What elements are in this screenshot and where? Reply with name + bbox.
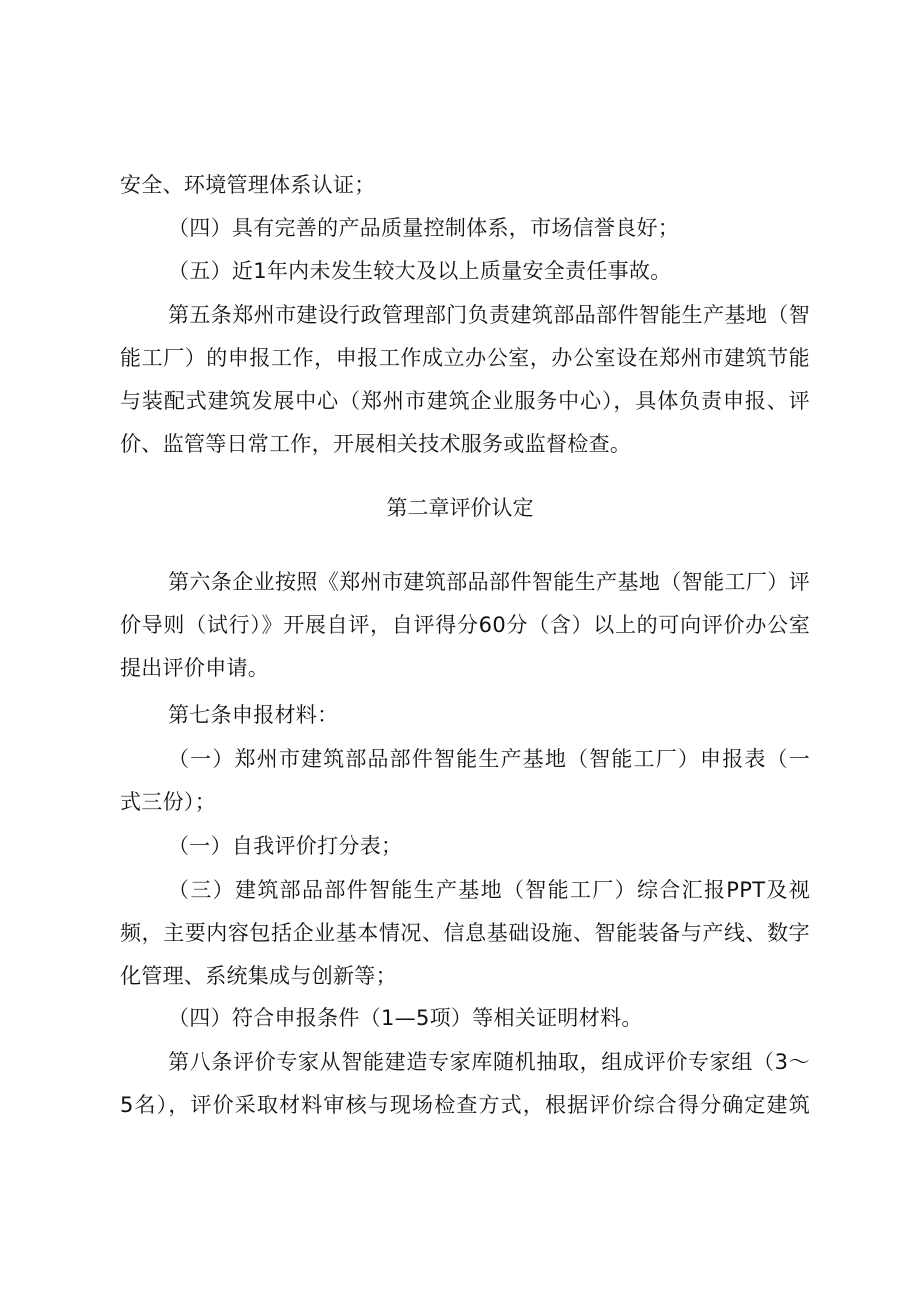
article-five-line-3: 与装配式建筑发展中心（郑州市建筑企业服务中心），具体负责申报、评 — [120, 389, 810, 413]
material-two: （一）自我评价打分表； — [168, 834, 403, 858]
article-six-line-2: 价导则（试行）》开展自评，自评得分60分（含）以上的可向评价办公室 — [120, 613, 810, 637]
clause-five: （五）近1年内未发生较大及以上质量安全责任事故。 — [168, 259, 672, 283]
article-seven-title: 第七条申报材料： — [168, 703, 339, 727]
material-four: （四）符合申报条件（1—5项）等相关证明材料。 — [168, 1006, 643, 1030]
article-eight-line-1: 第八条评价专家从智能建造专家库随机抽取，组成评价专家组（3～ — [168, 1050, 810, 1074]
article-six-line-3: 提出评价申请。 — [120, 656, 270, 680]
material-one-line-1: （一）郑州市建筑部品部件智能生产基地（智能工厂）申报表（一 — [168, 747, 810, 771]
material-three-line-1: （三）建筑部品部件智能生产基地（智能工厂）综合汇报PPT及视 — [168, 878, 810, 902]
material-three-line-2: 频，主要内容包括企业基本情况、信息基础设施、智能装备与产线、数字 — [120, 921, 810, 945]
article-six-line-1: 第六条企业按照《郑州市建筑部品部件智能生产基地（智能工厂）评 — [168, 570, 810, 594]
material-three-line-3: 化管理、系统集成与创新等； — [120, 964, 397, 988]
chapter-heading: 第二章评价认定 — [386, 496, 534, 520]
article-eight-line-2: 5名），评价采取材料审核与现场检查方式，根据评价综合得分确定建筑 — [120, 1093, 810, 1117]
article-five-line-1: 第五条郑州市建设行政管理部门负责建筑部品部件智能生产基地（智 — [168, 303, 810, 327]
clause-four: （四）具有完善的产品质量控制体系，市场信誉良好； — [168, 216, 680, 240]
material-one-line-2: 式三份）； — [120, 790, 216, 814]
article-five-line-2: 能工厂）的申报工作，申报工作成立办公室，办公室设在郑州市建筑节能 — [120, 346, 810, 370]
article-five-line-4: 价、监管等日常工作，开展相关技术服务或监督检查。 — [120, 432, 632, 456]
text-line-1: 安全、环境管理体系认证； — [120, 173, 376, 197]
